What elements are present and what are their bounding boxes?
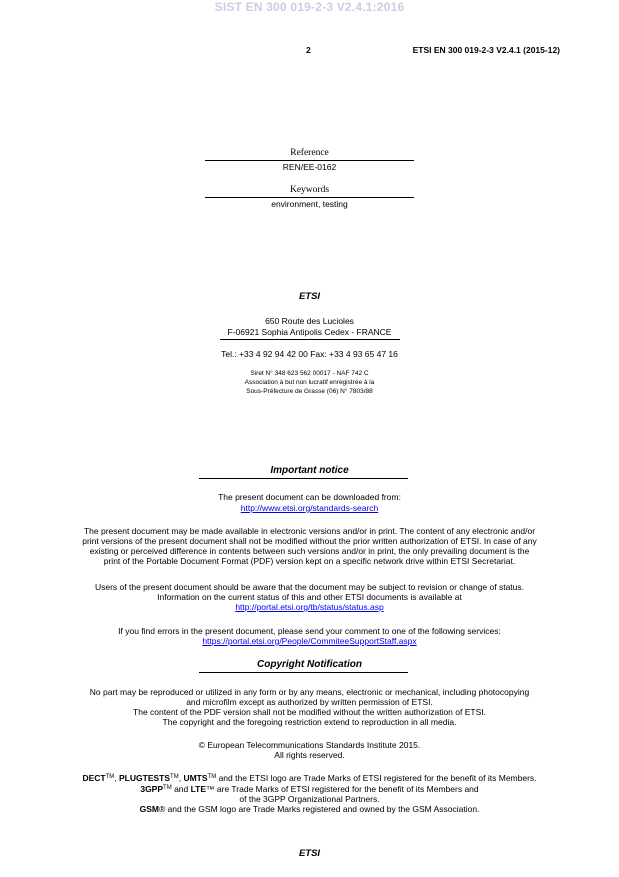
all-rights: All rights reserved. <box>274 750 345 760</box>
trademark-line-1-text: and the ETSI logo are Trade Marks of ETSI registered for the benefit of its Members. <box>216 773 537 783</box>
copyright-line: The copyright and the foregoing restriction extend to reproduction in all media. <box>162 717 457 727</box>
download-link-wrap <box>0 503 619 513</box>
copyright-heading: Copyright Notification <box>257 659 362 670</box>
notice-p1-line: existing or perceived difference in contents between such versions and/or in print, the only prevailing document is the <box>89 546 530 556</box>
trademark-line-2-text: are Trade Marks of ETSI registered for the benefit of its Members and <box>214 784 479 794</box>
dect-mark: DECT <box>82 773 106 783</box>
notice-paragraph-3 <box>0 626 619 646</box>
notice-p1-line: print versions of the present document shall not be modified without the prior written authorization of ETSI. In case of any <box>82 536 537 546</box>
trademark-line-4-text: ® and the GSM logo are Trade Marks registered and owned by the GSM Association. <box>158 804 480 814</box>
comma: , <box>178 773 182 783</box>
tm-symbol: TM <box>163 785 172 791</box>
notice-p1-line: print of the Portable Document Format (PDF) version kept on a specific network drive within ETSI Secretariat. <box>103 556 516 566</box>
three-gpp-mark: 3GPP <box>140 784 164 794</box>
tm-symbol: TM <box>170 774 179 780</box>
copyright-paragraph <box>0 687 619 727</box>
document-id: ETSI EN 300 019-2-3 V2.4.1 (2015-12) <box>412 45 560 55</box>
address-rule <box>220 339 400 340</box>
footer-etsi: ETSI <box>298 848 321 859</box>
reference-value: REN/EE-0162 <box>282 162 337 172</box>
reference-rule <box>205 160 414 161</box>
tm-symbol: ™ <box>206 784 215 794</box>
keywords-label: Keywords <box>289 185 330 195</box>
reference-label: Reference <box>290 148 329 158</box>
notice-paragraph-2 <box>0 582 619 612</box>
support-link[interactable]: https://portal.etsi.org/People/CommiteeSupportStaff.aspx <box>202 636 417 646</box>
copyright-line: and microfilm except as authorized by written permission of ETSI. <box>186 697 433 707</box>
gsm-mark: GSM <box>139 804 159 814</box>
keywords-value: environment, testing <box>271 199 348 209</box>
and-text: and <box>171 784 191 794</box>
notice-rule <box>199 478 408 479</box>
association-line-2: Sous-Préfecture de Grasse (06) N° 7803/88 <box>246 388 373 395</box>
trademark-line-3: of the 3GPP Organizational Partners. <box>239 794 380 804</box>
copyright-year: © European Telecommunications Standards Institute 2015. <box>198 740 421 750</box>
copyright-statement <box>0 740 619 760</box>
important-notice-heading: Important notice <box>270 465 349 476</box>
page-number: 2 <box>306 45 311 55</box>
download-text: The present document can be downloaded from: <box>218 492 401 502</box>
watermark: SIST EN 300 019-2-3 V2.4.1:2016 <box>214 0 405 14</box>
trademarks-block <box>0 772 619 814</box>
notice-p2-line: Information on the current status of this and other ETSI documents is available at <box>157 592 462 602</box>
trademark-line-1 <box>0 772 619 783</box>
notice-p3-line: If you find errors in the present document, please send your comment to one of the following services: <box>118 626 501 636</box>
status-link[interactable]: http://portal.etsi.org/tb/status/status.asp <box>235 602 384 612</box>
phone-fax: Tel.: +33 4 92 94 42 00 Fax: +33 4 93 65 47 16 <box>221 349 398 359</box>
tm-symbol: TM <box>105 774 115 780</box>
notice-p1-line: The present document may be made available in electronic versions and/or in print. The content of any electronic and/or <box>83 526 536 536</box>
trademark-line-4 <box>0 804 619 814</box>
address-line-2: F-06921 Sophia Antipolis Cedex - FRANCE <box>227 327 392 337</box>
copyright-line: The content of the PDF version shall not be modified without the written authorization of ETSI. <box>133 707 486 717</box>
comma: , <box>114 773 117 783</box>
notice-paragraph-1 <box>0 526 619 566</box>
lte-mark: LTE <box>190 784 207 794</box>
siret: Siret N° 348 623 562 00017 - NAF 742 C <box>250 370 369 377</box>
download-link[interactable]: http://www.etsi.org/standards-search <box>240 503 379 513</box>
plugtests-mark: PLUGTESTS <box>119 773 171 783</box>
etsi-title: ETSI <box>298 291 321 302</box>
address-line-1: 650 Route des Lucioles <box>265 316 354 326</box>
association-line-1: Association à but non lucratif enregistrée à la <box>244 379 375 386</box>
copyright-rule <box>199 672 408 673</box>
copyright-line: No part may be reproduced or utilized in any form or by any means, electronic or mechanical, including photocopying <box>89 687 530 697</box>
trademark-line-2 <box>0 783 619 794</box>
notice-p2-line: Users of the present document should be aware that the document may be subject to revision or change of status. <box>94 582 525 592</box>
umts-mark: UMTS <box>183 773 208 783</box>
tm-symbol: TM <box>207 774 217 780</box>
keywords-rule <box>205 197 414 198</box>
